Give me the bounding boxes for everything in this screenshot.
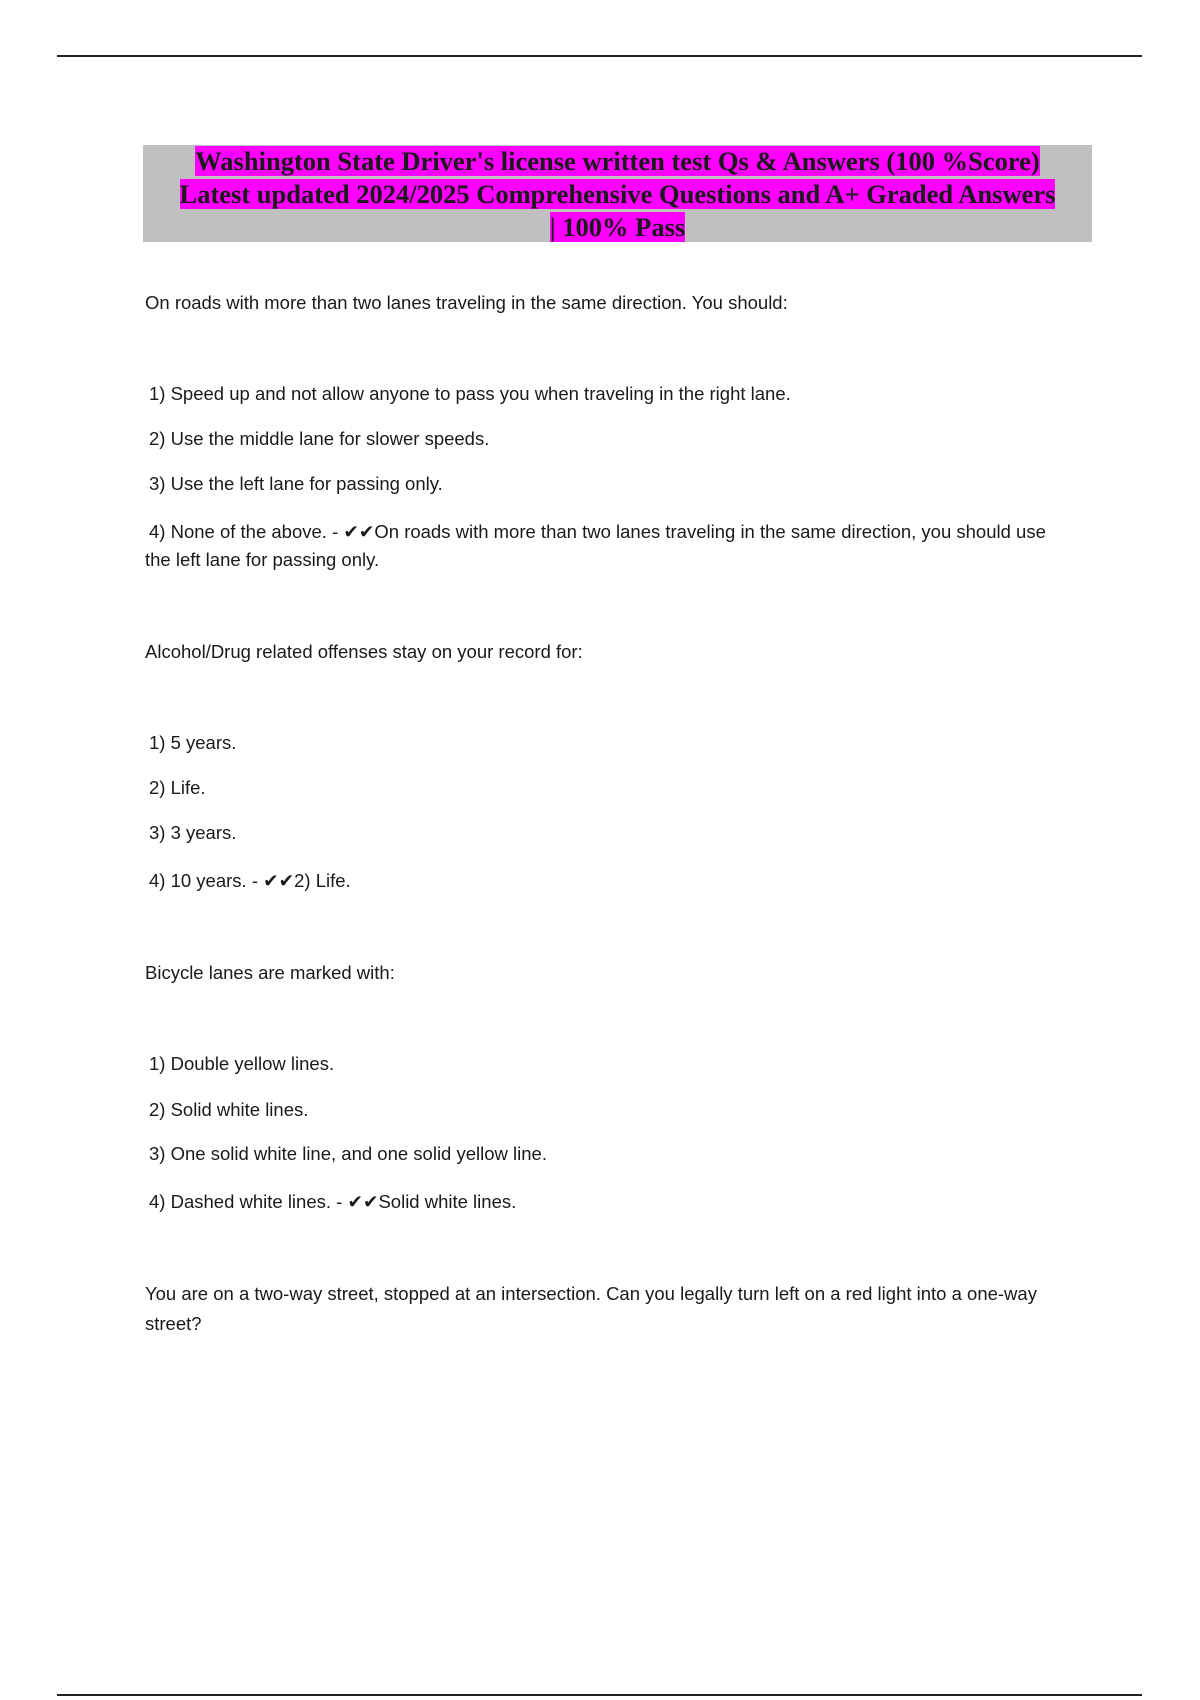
document-title xyxy=(143,145,1092,242)
answer-option: 4) 10 years. - ✔✔2) Life. xyxy=(149,870,351,891)
title-line-3: | 100% Pass xyxy=(549,212,686,242)
answer-option: 4) Dashed white lines. - ✔✔Solid white lines. xyxy=(149,1191,517,1212)
answer-option: 2) Use the middle lane for slower speeds. xyxy=(149,428,490,449)
answer-option: 4) None of the above. - ✔✔On roads with more than two lanes traveling in the same direction, you should use the left lane for passing only. xyxy=(145,521,1046,570)
answer-option: 1) Double yellow lines. xyxy=(149,1053,335,1074)
answer-option: 2) Life. xyxy=(149,777,206,798)
answer-option: 3) One solid white line, and one solid yellow line. xyxy=(149,1143,547,1164)
question-text: Bicycle lanes are marked with: xyxy=(145,962,395,983)
footer-rule xyxy=(57,1694,1142,1696)
question-text: You are on a two-way street, stopped at an intersection. Can you legally turn left on a red light into a one-way street? xyxy=(145,1283,1037,1334)
title-line-2: Latest updated 2024/2025 Comprehensive Questions and A+ Graded Answers xyxy=(179,179,1056,209)
answer-option: 1) 5 years. xyxy=(149,732,237,753)
answer-option: 2) Solid white lines. xyxy=(149,1099,309,1120)
answer-option: 1) Speed up and not allow anyone to pass you when traveling in the right lane. xyxy=(149,383,791,404)
header-rule xyxy=(57,55,1142,57)
question-text: Alcohol/Drug related offenses stay on your record for: xyxy=(145,641,583,662)
question-text: On roads with more than two lanes traveling in the same direction. You should: xyxy=(145,292,788,313)
answer-option: 3) Use the left lane for passing only. xyxy=(149,473,443,494)
answer-option: 3) 3 years. xyxy=(149,822,237,843)
title-line-1: Washington State Driver's license written test Qs & Answers (100 %Score) xyxy=(195,146,1040,176)
